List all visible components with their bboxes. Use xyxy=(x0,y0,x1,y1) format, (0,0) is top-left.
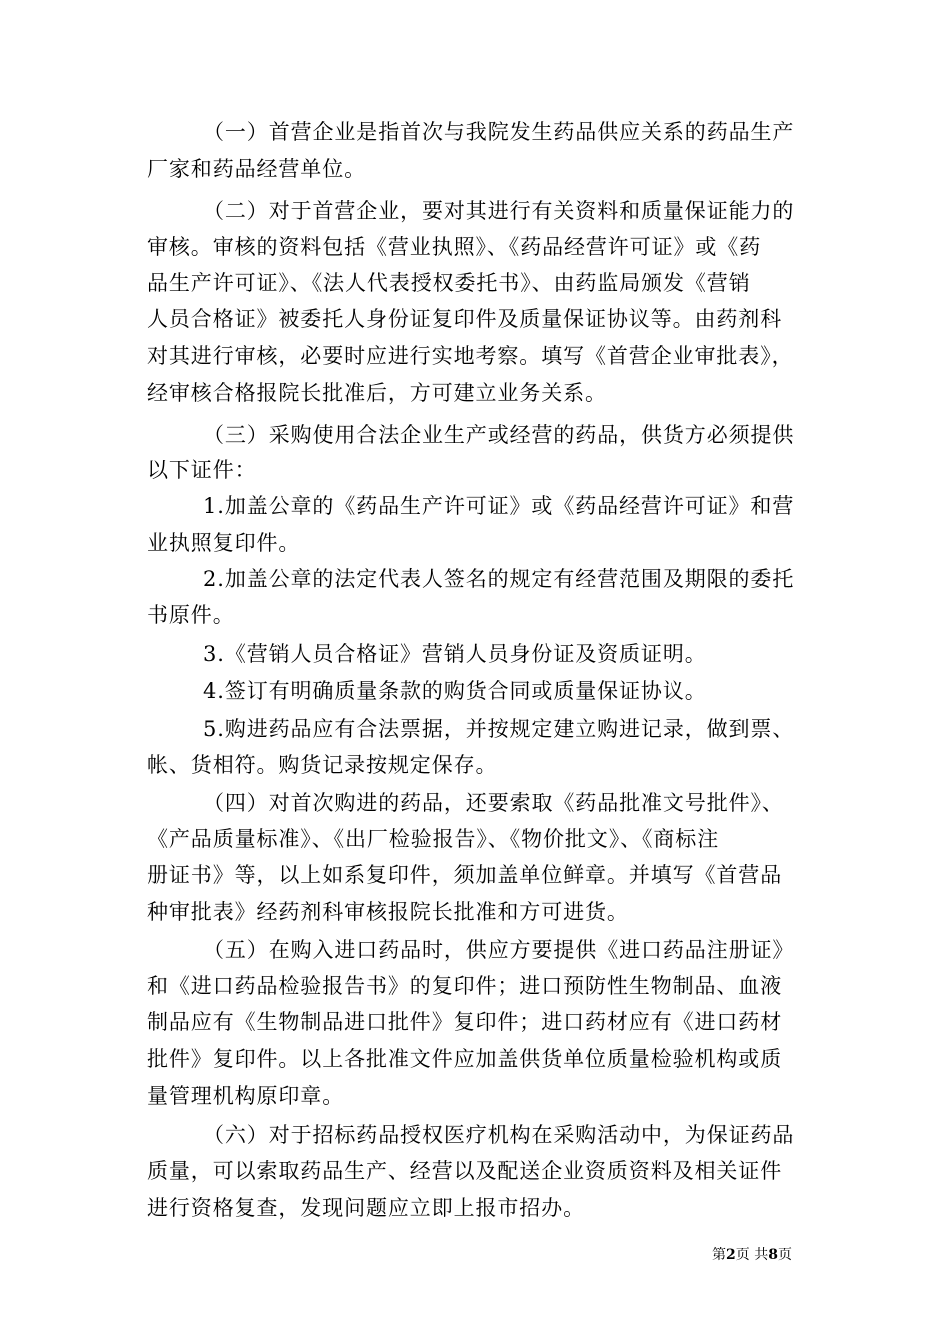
text-line: （五）在购入进口药品时，供应方要提供《进口药品注册证》 xyxy=(203,938,795,962)
text-line: （一）首营企业是指首次与我院发生药品供应关系的药品生产 xyxy=(203,120,795,144)
text-line: 进行资格复查，发现问题应立即上报市招办。 xyxy=(147,1196,585,1220)
text-line: 对其进行审核，必要时应进行实地考察。填写《首营企业审批表》， xyxy=(147,344,794,368)
text-line: 书原件。 xyxy=(147,603,235,627)
text-line: 业执照复印件。 xyxy=(147,531,301,555)
text-line: 以下证件： xyxy=(147,458,257,482)
text-line: 质量，可以索取药品生产、经营以及配送企业资质资料及相关证件 xyxy=(147,1159,783,1183)
text-line: 人员合格证》被委托人身份证复印件及质量保证协议等。由药剂科 xyxy=(147,307,783,331)
text-line: 和《进口药品检验报告书》的复印件；进口预防性生物制品、血液 xyxy=(147,974,783,998)
text-line: 册证书》等，以上如系复印件，须加盖单位鲜章。并填写《首营品 xyxy=(147,863,783,887)
text-line: 2.加盖公章的法定代表人签名的规定有经营范围及期限的委托 xyxy=(203,567,795,591)
text-line: 帐、货相符。购货记录按规定保存。 xyxy=(147,753,498,777)
text-line: 厂家和药品经营单位。 xyxy=(147,157,366,181)
text-line: 量管理机构原印章。 xyxy=(147,1084,345,1108)
text-line: （三）采购使用合法企业生产或经营的药品，供货方必须提供 xyxy=(203,423,795,447)
text-line: 《产品质量标准》、《出厂检验报告》、《物价批文》、《商标注 xyxy=(147,827,720,851)
text-line: （二）对于首营企业，要对其进行有关资料和质量保证能力的 xyxy=(203,199,795,223)
footer-prefix: 第 xyxy=(712,1247,726,1263)
text-line: （六）对于招标药品授权医疗机构在采购活动中，为保证药品 xyxy=(203,1123,795,1147)
text-line: 4.签订有明确质量条款的购货合同或质量保证协议。 xyxy=(203,679,707,703)
page-footer xyxy=(712,1246,792,1264)
text-line: 制品应有《生物制品进口批件》复印件；进口药材应有《进口药材 xyxy=(147,1010,783,1034)
text-line: （四）对首次购进的药品，还要索取《药品批准文号批件》、 xyxy=(203,791,784,815)
current-page-number: 2 xyxy=(726,1247,736,1263)
total-page-number: 8 xyxy=(768,1247,778,1263)
text-line: 批件》复印件。以上各批准文件应加盖供货单位质量检验机构或质 xyxy=(147,1047,783,1071)
text-line: 审核。审核的资料包括《营业执照》、《药品经营许可证》或《药 xyxy=(147,235,762,259)
text-line: 种审批表》经药剂科审核报院长批准和方可进货。 xyxy=(147,900,629,924)
footer-suffix: 页 xyxy=(777,1247,792,1263)
footer-middle: 页 共 xyxy=(735,1247,769,1263)
text-line: 品生产许可证》、《法人代表授权委托书》、由药监局颁发《营销 xyxy=(147,271,751,295)
text-line: 1.加盖公章的《药品生产许可证》或《药品经营许可证》和营 xyxy=(203,494,795,518)
text-line: 5.购进药品应有合法票据，并按规定建立购进记录，做到票、 xyxy=(203,717,795,741)
text-line: 3.《营销人员合格证》营销人员身份证及资质证明。 xyxy=(203,642,707,666)
text-line: 经审核合格报院长批准后，方可建立业务关系。 xyxy=(147,381,607,405)
